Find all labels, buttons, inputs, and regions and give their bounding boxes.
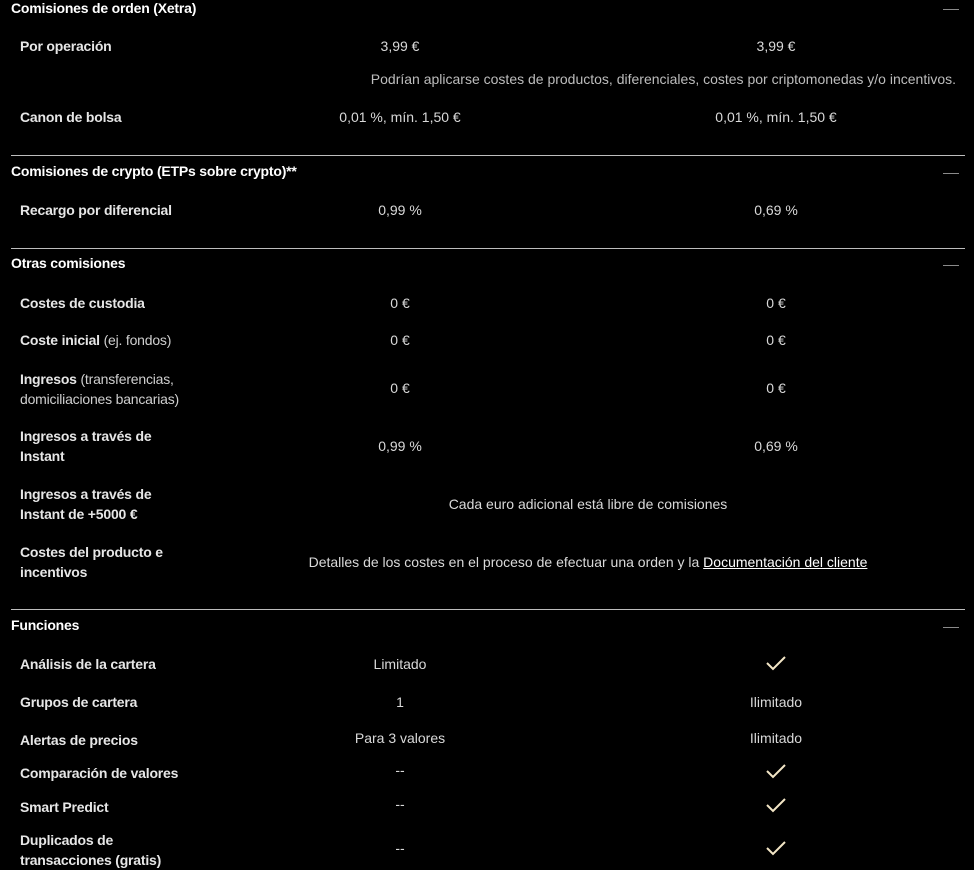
per-trade-value-plan1: 3,99 € bbox=[380, 38, 420, 54]
exchange-fee-value-plan1: 0,01 %, mín. 1,50 € bbox=[339, 109, 461, 125]
instant-deposit-value-plan2: 0,69 % bbox=[754, 438, 798, 454]
order-fees-note: Podrían aplicarse costes de productos, diferenciales, costes por criptomonedas y/o incentivos. bbox=[370, 71, 956, 87]
section-title-crypto-fees: Comisiones de crypto (ETPs sobre crypto)** bbox=[11, 163, 297, 179]
row-label-price-alerts: Alertas de precios bbox=[20, 732, 138, 748]
custody-value-plan2: 0 € bbox=[766, 295, 786, 311]
row-label-smart-predict: Smart Predict bbox=[20, 799, 109, 815]
spread-value-plan2: 0,69 % bbox=[754, 202, 798, 218]
collapse-minus-icon-crypto[interactable] bbox=[943, 173, 959, 174]
client-documentation-link[interactable]: Documentación del cliente bbox=[703, 554, 868, 570]
product-costs-value bbox=[188, 553, 974, 571]
row-label-stock-comparison: Comparación de valores bbox=[20, 765, 179, 781]
smart-predict-value-plan1: -- bbox=[395, 796, 405, 812]
row-label-custody-costs: Costes de custodia bbox=[20, 295, 145, 311]
stock-comparison-value-plan1: -- bbox=[395, 762, 405, 778]
collapse-minus-icon-other[interactable] bbox=[943, 265, 959, 266]
instant-deposit-value-plan1: 0,99 % bbox=[378, 438, 422, 454]
row-label-initial-cost bbox=[20, 330, 220, 350]
initial-cost-label-sub: (ej. fondos) bbox=[99, 332, 172, 348]
check-icon bbox=[676, 763, 876, 782]
spread-value-plan1: 0,99 % bbox=[378, 202, 422, 218]
price-alerts-value-plan2: Ilimitado bbox=[749, 730, 803, 746]
initial-cost-value-plan2: 0 € bbox=[766, 332, 786, 348]
portfolio-analysis-value-plan1: Limitado bbox=[373, 656, 427, 672]
check-icon bbox=[676, 655, 876, 674]
section-title-order-fees: Comisiones de orden (Xetra) bbox=[11, 0, 197, 16]
section-divider bbox=[11, 248, 965, 249]
exchange-fee-value-plan2: 0,01 %, mín. 1,50 € bbox=[715, 109, 837, 125]
deposits-label-main: Ingresos bbox=[20, 371, 77, 387]
transaction-duplicates-value-plan1: -- bbox=[395, 840, 405, 856]
deposits-value-plan1: 0 € bbox=[390, 380, 410, 396]
deposits-value-plan2: 0 € bbox=[766, 380, 786, 396]
row-label-instant-deposits-over-5000: Ingresos a través de Instant de +5000 € bbox=[20, 486, 152, 522]
instant-over-5000-value: Cada euro adicional está libre de comisiones bbox=[448, 496, 728, 512]
portfolio-groups-value-plan1: 1 bbox=[396, 694, 404, 710]
custody-value-plan1: 0 € bbox=[390, 295, 410, 311]
collapse-minus-icon-features[interactable] bbox=[943, 627, 959, 628]
portfolio-groups-value-plan2: Ilimitado bbox=[749, 694, 803, 710]
initial-cost-value-plan1: 0 € bbox=[390, 332, 410, 348]
initial-cost-label-main: Coste inicial bbox=[20, 332, 100, 348]
row-label-transaction-duplicates: Duplicados de transacciones (gratis) bbox=[20, 832, 162, 868]
section-divider bbox=[11, 609, 965, 610]
row-label-spread-surcharge: Recargo por diferencial bbox=[20, 202, 172, 218]
section-title-features: Funciones bbox=[11, 617, 80, 633]
row-label-per-trade: Por operación bbox=[20, 38, 112, 54]
collapse-minus-icon-order[interactable] bbox=[943, 9, 959, 10]
section-divider bbox=[11, 155, 965, 156]
row-label-exchange-fee: Canon de bolsa bbox=[20, 109, 122, 125]
check-icon bbox=[676, 840, 876, 859]
row-label-portfolio-groups: Grupos de cartera bbox=[20, 694, 138, 710]
deposits-label-sub: (transferencias, domiciliaciones bancarias) bbox=[20, 371, 179, 407]
check-icon bbox=[676, 797, 876, 816]
row-label-product-costs: Costes del producto e incentivos bbox=[20, 544, 163, 580]
product-costs-text: Detalles de los costes en el proceso de efectuar una orden y la bbox=[308, 554, 704, 570]
section-title-other-fees: Otras comisiones bbox=[11, 255, 126, 271]
row-label-portfolio-analysis: Análisis de la cartera bbox=[20, 656, 156, 672]
per-trade-value-plan2: 3,99 € bbox=[756, 38, 796, 54]
row-label-instant-deposits: Ingresos a través de Instant bbox=[20, 428, 152, 464]
price-alerts-value-plan1: Para 3 valores bbox=[354, 730, 446, 746]
row-label-deposits bbox=[20, 369, 210, 409]
